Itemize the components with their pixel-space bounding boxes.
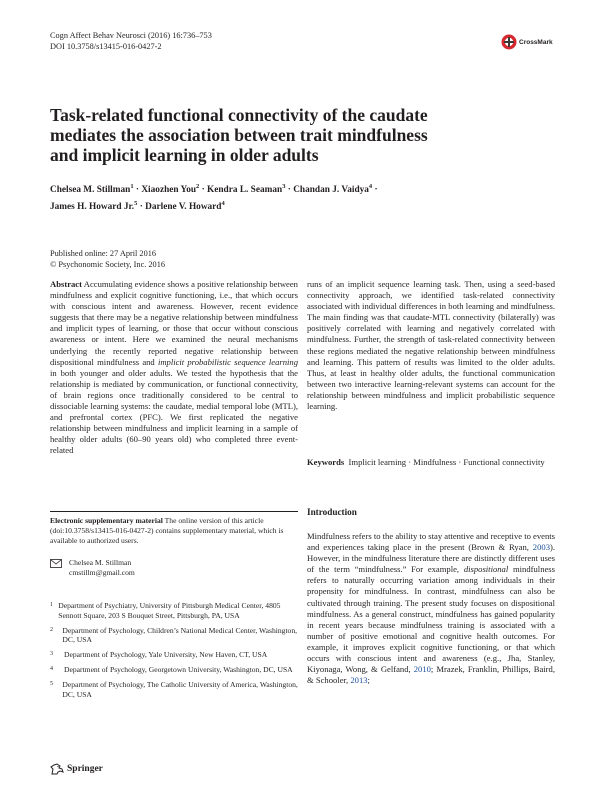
author-name[interactable]: Darlene V. Howard	[145, 202, 222, 213]
citation-link[interactable]: 2003	[532, 542, 550, 553]
author-affiliation-sup: 4	[368, 183, 373, 190]
publisher-name: Springer	[67, 764, 103, 774]
abstract-column-right	[307, 279, 555, 412]
introduction-body	[307, 531, 555, 686]
keywords	[307, 457, 555, 468]
affiliation-number: 3	[50, 651, 53, 658]
keywords-label: Keywords	[307, 457, 345, 467]
corresponding-author	[50, 558, 298, 578]
affiliation-item	[50, 626, 298, 646]
springer-horse-icon	[50, 763, 64, 775]
copyright: © Psychonomic Society, Inc. 2016	[50, 260, 165, 269]
intro-text: ;	[367, 675, 370, 686]
esm-text: The online version of this article (doi:10.3758/s13415-016-0427-2) contains supplementary material, which is available to authorized users.	[50, 516, 284, 545]
publication-info	[50, 248, 165, 270]
affiliation-text: Department of Psychology, Children’s National Medical Center, Washington, DC, USA	[62, 625, 298, 645]
affiliation-item	[50, 650, 298, 660]
author-affiliation-sup: 1	[130, 183, 134, 190]
affiliation-text: Department of Psychology, Yale University, New Haven, CT, USA	[64, 650, 268, 660]
contact-name: Chelsea M. Stillman	[69, 558, 132, 567]
crossmark-icon	[501, 34, 517, 50]
affiliation-list	[50, 601, 298, 704]
affiliation-item	[50, 601, 298, 621]
author-name[interactable]: Xiaozhen You	[141, 185, 197, 196]
author-affiliation-sup: 5	[134, 200, 138, 208]
journal-citation: Cogn Affect Behav Neurosci (2016) 16:736–753	[50, 31, 212, 40]
article-title: Task-related functional connectivity of the caudate mediates the association between trait mindfulness and implicit learning in older adults	[50, 105, 428, 165]
abstract-text: runs of an implicit sequence learning task. Then, using a seed-based connectivity approach, we identified task-related connectivity associated with individual differences in both learning and mindfulness. The main finding was that caudate-MTL connectivity (bilaterally) was positively correlated with learning and negatively correlated with mindfulness. Further, the strength of task-related connectivity between these regions mediated the negative relationship between mindfulness and learning. This pattern of results was limited to the older adults. Thus, at least in healthy older adults, the functional communication between two interactive learning-relevant systems can account for the relationship between mindfulness and implicit probabilistic sequence learning.	[307, 279, 555, 412]
author-name[interactable]: James H. Howard Jr.	[50, 202, 135, 213]
author-separator: ·	[374, 185, 378, 196]
affiliation-text: Department of Psychiatry, University of Pittsburgh Medical Center, 4805 Sennott Square, 203 S Bouquet Street, Pittsburgh, PA, USA	[58, 601, 281, 620]
intro-italic-term: dispositional	[463, 564, 509, 575]
author-separator: ·	[201, 185, 205, 196]
abstract-label: Abstract	[50, 279, 82, 289]
author-name[interactable]: Chelsea M. Stillman	[50, 185, 131, 196]
author-affiliation-sup: 3	[282, 183, 286, 190]
esm-label: Electronic supplementary material	[50, 516, 163, 525]
affiliation-number: 2	[50, 626, 53, 633]
author-separator: ·	[287, 185, 291, 196]
affiliation-item	[50, 680, 298, 700]
affiliation-item	[50, 665, 298, 675]
intro-text: ). However, in the mindfulness literature there are distinctly different uses of the term “mindfulness.” For example,	[307, 542, 555, 575]
affiliation-text: Department of Psychology, The Catholic University of America, Washington, DC, USA	[62, 679, 298, 699]
affiliation-number: 4	[50, 665, 53, 672]
abstract-text: Accumulating evidence shows a positive relationship between mindfulness and explicit cognitive functioning, i.e., that which occurs with conscious intent and awareness. However, recent evidence suggests that there may be a negative relationship between mindfulness and implicit types of learning, or those that occur without conscious awareness or intent. Here we examined the neural mechanisms underlying the recently reported negative relationship between dispositional mindfulness and	[50, 279, 298, 367]
section-heading-introduction: Introduction	[307, 507, 357, 517]
author-separator: ·	[135, 185, 140, 196]
abstract-column-left	[50, 279, 298, 457]
intro-text: Mindfulness refers to the ability to stay attentive and receptive to events and experiences taking place in the present (Brown & Ryan,	[307, 531, 555, 553]
doi[interactable]: DOI 10.3758/s13415-016-0427-2	[50, 42, 162, 51]
author-affiliation-sup: 2	[196, 183, 200, 190]
citation-link[interactable]: 2013	[350, 675, 368, 686]
crossmark-label: CrossMark	[519, 38, 553, 46]
esm-note	[50, 516, 298, 545]
affiliation-number: 1	[50, 602, 53, 608]
author-name[interactable]: Kendra L. Seaman	[207, 185, 283, 196]
author-separator: ·	[139, 202, 143, 213]
crossmark-badge[interactable]	[501, 30, 557, 54]
abstract-italic-term: implicit probabilistic sequence learning	[157, 356, 298, 367]
citation-link[interactable]: 2010	[413, 664, 431, 675]
contact-email[interactable]: cmstillm@gmail.com	[69, 567, 135, 577]
keywords-text: Implicit learning · Mindfulness · Functional connectivity	[348, 457, 545, 467]
footnote-divider	[50, 511, 298, 512]
affiliation-number: 5	[50, 680, 53, 687]
springer-logo[interactable]	[50, 763, 103, 775]
published-date: Published online: 27 April 2016	[50, 249, 157, 258]
author-name[interactable]: Chandan J. Vaidya	[293, 185, 369, 196]
author-affiliation-sup: 4	[221, 200, 225, 208]
author-list	[50, 180, 450, 214]
abstract-text: in both younger and older adults. We tested the hypothesis that the relationship is mediated by communication, or functional connectivity, of brain regions once traditionally considered to be central to dissociable learning systems: the caudate, medial temporal lobe (MTL), and prefrontal cortex (PFC). We first replicated the negative relationship between mindfulness and implicit learning in a sample of healthy older adults (60–90 years old) who completed three event-related	[50, 367, 298, 456]
affiliation-text: Department of Psychology, Georgetown University, Washington, DC, USA	[64, 664, 293, 674]
intro-text: mindfulness refers to naturally occurring variation among individuals in their propensity for mindfulness. In contrast, mindfulness can also be cultivated through training. The present study focuses on dispositional mindfulness. As a general construct, mindfulness has gained popularity in recent years because mindfulness training is associated with a number of positive emotional and cognitive health outcomes. For example, it improves explicit cognitive functioning, or that which occurs with conscious intent and awareness (e.g., Jha, Stanley, Kiyonaga, Wong, & Gelfand,	[307, 564, 555, 675]
envelope-icon	[50, 559, 62, 568]
intro-text: ; Mrazek, Franklin, Phillips, Baird, & Schooler,	[307, 664, 555, 686]
